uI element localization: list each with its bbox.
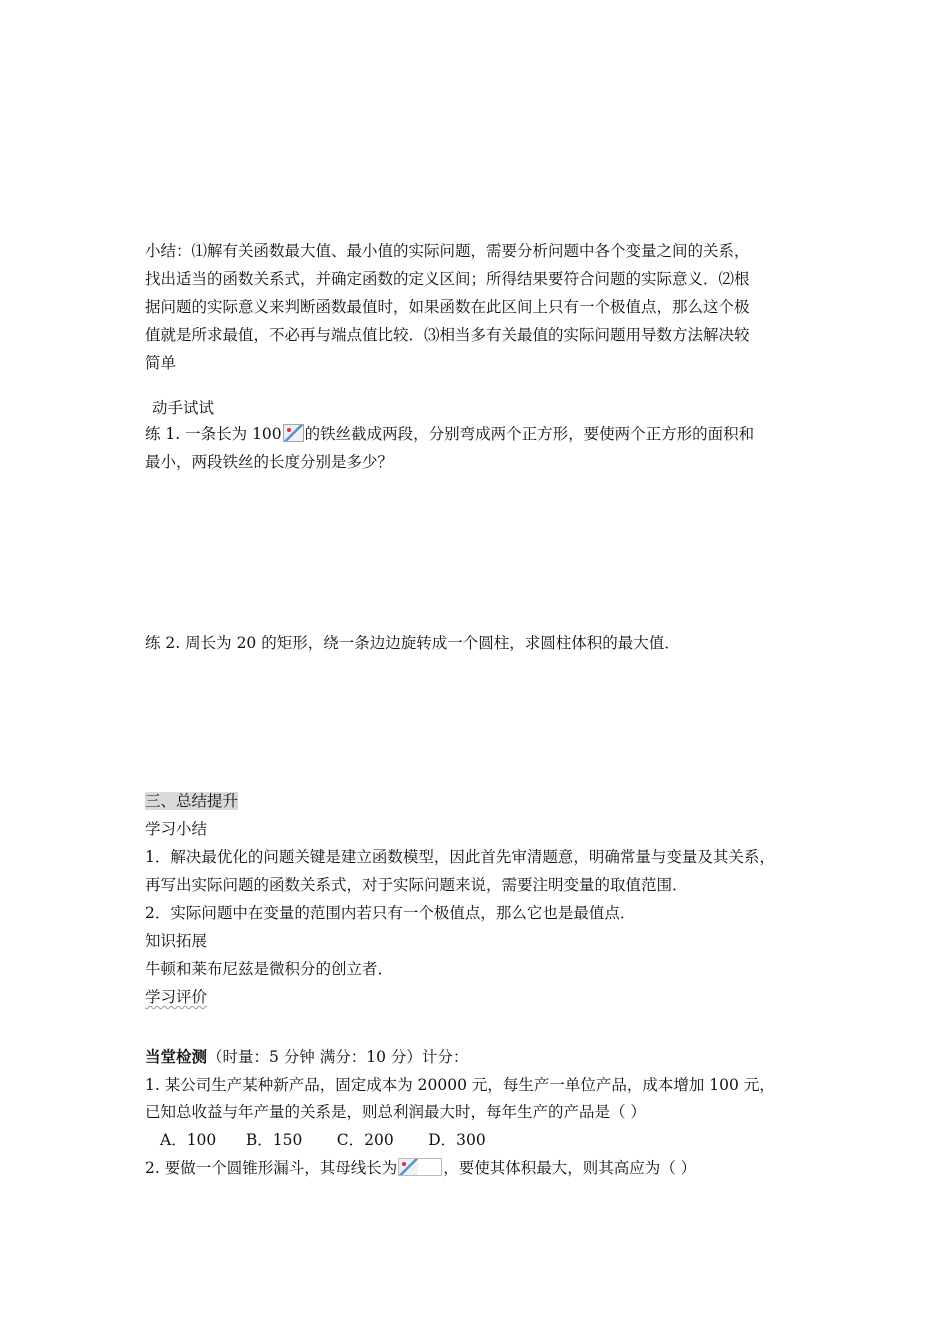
test-meta: （时量：5 分钟 满分：10 分）计分： xyxy=(207,1048,469,1066)
exercise-1-line-2: 最小，两段铁丝的长度分别是多少？ xyxy=(145,453,394,471)
question-1-line-1: 1. 某公司生产某种新产品，固定成本为 20000 元，每生产一单位产品，成本增加 100 元， xyxy=(145,1076,775,1094)
test-title: 当堂检测 xyxy=(145,1047,208,1066)
question-1-options: A．100 B．150 C．200 D．300 xyxy=(160,1131,486,1149)
question-1-line-2: 已知总收益与年产量的关系是，则总利润最大时，每年生产的产品是（ ） xyxy=(145,1103,646,1121)
exercise-1-text-b: 的铁丝截成两段，分别弯成两个正方形，要使两个正方形的面积和 xyxy=(304,425,755,443)
summary-line-4: 值就是所求最值，不必再与端点值比较．⑶相当多有关最值的实际问题用导数方法解决较 xyxy=(145,326,750,344)
summary-line-2: 找出适当的函数关系式，并确定函数的定义区间；所得结果要符合问题的实际意义．⑵根 xyxy=(145,270,750,288)
question-2-text-b: ，要使其体积最大，则其高应为（ ） xyxy=(443,1159,697,1177)
summary-item-2: 2．实际问题中在变量的范围内若只有一个极值点，那么它也是最值点． xyxy=(145,904,636,922)
test-heading-line xyxy=(145,1046,468,1068)
broken-image-icon xyxy=(283,424,304,442)
evaluation-text: 学习评价 xyxy=(145,988,208,1006)
exercise-1-text-a: 练 1. 一条长为 100 xyxy=(145,425,282,443)
evaluation-heading xyxy=(145,986,207,1008)
summary-item-1-line-2: 再写出实际问题的函数关系式，对于实际问题来说，需要注明变量的取值范围． xyxy=(145,876,688,894)
section-3-title-text: 三、总结提升 xyxy=(145,792,239,810)
exercise-2: 练 2. 周长为 20 的矩形，绕一条边边旋转成一个圆柱，求圆柱体积的最大值． xyxy=(145,634,680,652)
knowledge-heading: 知识拓展 xyxy=(145,932,208,950)
practice-heading: 动手试试 xyxy=(152,399,215,417)
summary-line-3: 据问题的实际意义来判断函数最值时，如果函数在此区间上只有一个极值点，那么这个极 xyxy=(145,298,750,316)
question-2-line xyxy=(145,1157,696,1179)
question-2-text-a: 2. 要做一个圆锥形漏斗，其母线长为 xyxy=(145,1159,398,1177)
section-3-title xyxy=(145,790,238,812)
study-summary-heading: 学习小结 xyxy=(145,820,208,838)
summary-item-1-line-1: 1．解决最优化的问题关键是建立函数模型，因此首先审清题意，明确常量与变量及其关系， xyxy=(145,848,775,866)
broken-image-icon xyxy=(398,1158,442,1176)
summary-line-1: 小结：⑴解有关函数最大值、最小值的实际问题，需要分析问题中各个变量之间的关系， xyxy=(145,242,750,260)
knowledge-text: 牛顿和莱布尼兹是微积分的创立者． xyxy=(145,960,394,978)
exercise-1-line-1 xyxy=(145,423,754,445)
summary-line-5: 简单 xyxy=(145,354,177,372)
